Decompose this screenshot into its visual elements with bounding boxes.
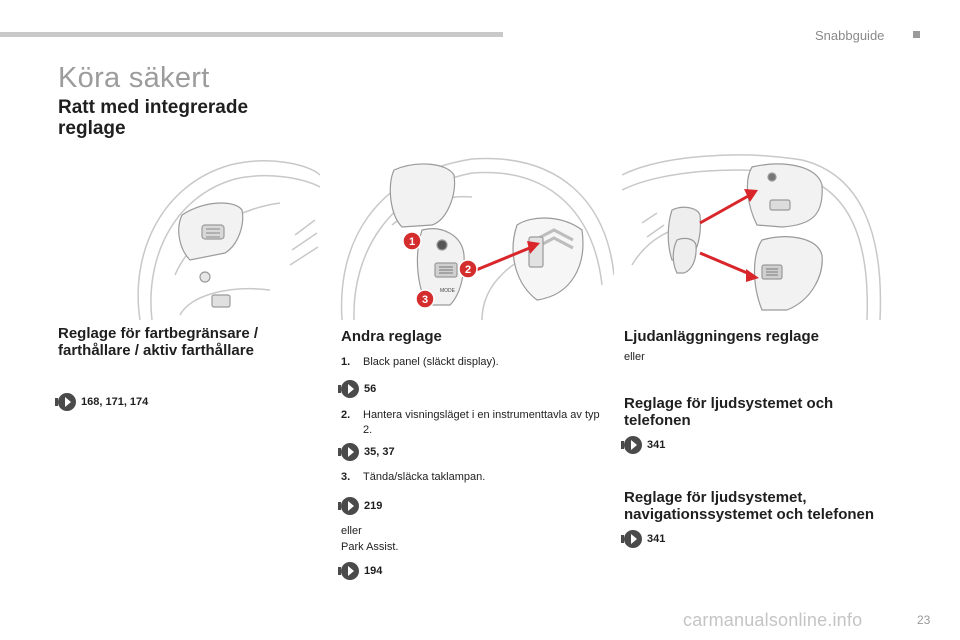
park-assist-text: Park Assist. xyxy=(341,541,399,553)
book-reference-icon xyxy=(624,436,642,454)
cruise-control-wheel-illustration xyxy=(120,145,320,320)
mode-label: MODE xyxy=(440,288,455,294)
section-marker xyxy=(913,31,920,38)
page-reference-link[interactable]: 219 xyxy=(341,497,382,515)
page-reference-link[interactable]: 341 xyxy=(624,530,665,548)
svg-text:1: 1 xyxy=(408,236,416,248)
page-reference-link[interactable]: 35, 37 xyxy=(341,443,395,461)
book-reference-icon xyxy=(341,443,359,461)
top-progress-bar xyxy=(0,32,503,37)
other-controls-wheel-illustration xyxy=(332,145,614,320)
page-reference-link[interactable]: 194 xyxy=(341,562,382,580)
audio-controls-heading: Ljudanläggningens reglage xyxy=(624,328,820,345)
list-item: 3. Tända/släcka taklampan. xyxy=(341,471,486,483)
list-item: 2. Hantera visningsläget i en instrumenttavla av typ 2. xyxy=(341,409,600,436)
callout-2 xyxy=(459,260,477,278)
book-reference-icon xyxy=(341,497,359,515)
audio-controls-wheel-illustration xyxy=(622,145,884,320)
page-number: 23 xyxy=(917,613,931,627)
section-label: Snabbguide xyxy=(815,28,885,43)
page-reference-link[interactable]: 56 xyxy=(341,380,376,398)
book-reference-icon xyxy=(341,380,359,398)
other-controls-heading: Andra reglage xyxy=(341,328,442,345)
callout-1 xyxy=(403,232,421,250)
watermark: carmanualsonline.info xyxy=(683,610,863,630)
callout-3 xyxy=(416,290,434,308)
page-reference-link[interactable]: 341 xyxy=(624,436,665,454)
audio-nav-phone-heading: Reglage för ljudsystemet, navigationssystemet och telefonen xyxy=(624,489,875,523)
svg-text:2: 2 xyxy=(464,264,472,276)
book-reference-icon xyxy=(341,562,359,580)
book-reference-icon xyxy=(624,530,642,548)
page-reference-link[interactable]: 168, 171, 174 xyxy=(58,393,148,411)
list-item: 1. Black panel (släckt display). xyxy=(341,356,499,368)
page-title: Köra säkert xyxy=(58,62,210,94)
book-reference-icon xyxy=(58,393,76,411)
audio-phone-heading: Reglage för ljudsystemet och telefonen xyxy=(624,395,834,429)
cruise-control-heading: Reglage för fartbegränsare / farthållare / aktiv farthållare xyxy=(58,325,259,359)
main-heading: Ratt med integrerade reglage xyxy=(58,97,249,139)
svg-text:3: 3 xyxy=(421,294,429,306)
or-text: eller xyxy=(624,351,645,363)
or-text: eller xyxy=(341,525,362,537)
